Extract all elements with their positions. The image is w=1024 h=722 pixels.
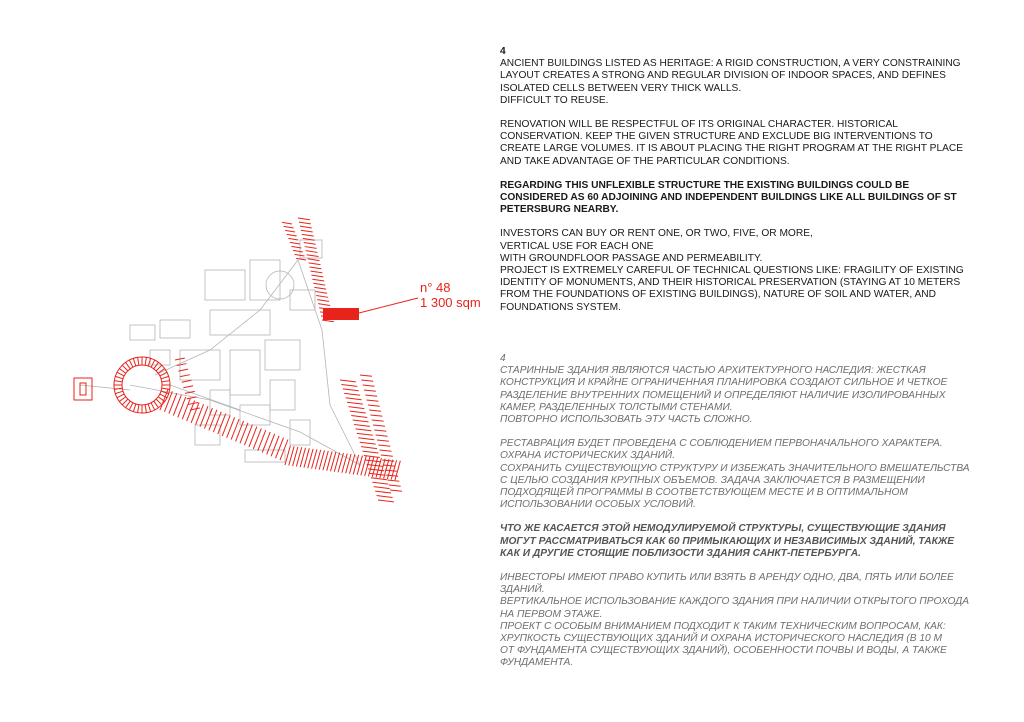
rotunda-cell [145, 405, 146, 413]
cell-wall [365, 395, 377, 396]
cell-wall [295, 254, 305, 256]
cell-wall [304, 242, 316, 244]
cell-wall [340, 380, 356, 382]
cell-wall [300, 226, 312, 228]
cell-wall [374, 487, 390, 489]
rotunda-cell [154, 362, 159, 368]
cell-wall [351, 416, 367, 418]
cell-wall [341, 384, 357, 386]
cell-wall [312, 279, 324, 281]
cell-wall [318, 304, 330, 306]
cell-wall [376, 435, 388, 436]
cell-wall [302, 234, 314, 236]
rotunda-cell [162, 381, 170, 382]
building-number-label [420, 280, 481, 310]
text-line: НА ПЕРВОМ ЭТАЖЕ. [500, 608, 603, 620]
rotunda-cell [129, 403, 133, 410]
cell-wall [350, 411, 366, 413]
context-buildings [80, 240, 360, 465]
text-line: AND TAKE ADVANTAGE OF THE PARTICULAR CONDITIONS. [500, 155, 790, 167]
cell-wall [378, 500, 394, 502]
cell-wall [353, 420, 369, 422]
rotunda-cell [114, 381, 122, 382]
cell-wall [306, 251, 318, 253]
leader-line [359, 298, 418, 313]
rotunda-cell [148, 404, 150, 412]
cell-wall [311, 275, 323, 277]
cell-wall [377, 496, 393, 498]
site-plan [60, 200, 500, 530]
cell-wall [380, 450, 392, 451]
text-line: МОГУТ РАССМАТРИВАТЬСЯ КАК 60 ПРИМЫКАЮЩИХ И НЕЗАВИСИМЫХ ЗДАНИЙ, ТАКЖЕ [500, 535, 955, 547]
cell-wall [389, 485, 401, 486]
text-line: WITH GROUNDFLOOR PASSAGE AND PERMEABILITY. [500, 252, 763, 264]
text-line: ISOLATED CELLS BETWEEN VERY THICK WALLS. [500, 82, 742, 94]
cell-wall [371, 478, 387, 480]
text-line: ПРОЕКТ С ОСОБЫМ ВНИМАНИЕМ ПОДХОДИТ К ТАКИМ ТЕХНИЧЕСКИМ ВОПРОСАМ, КАК: [500, 620, 946, 632]
rotunda-cell [156, 399, 162, 405]
rotunda-cell [119, 369, 125, 374]
text-line: ВЕРТИКАЛЬНОЕ ИСПОЛЬЗОВАНИЕ КАЖДОГО ЗДАНИЯ ПРИ НАЛИЧИИ ОТКРЫТОГО ПРОХОДА [500, 596, 970, 608]
section-number-ru: 4 [500, 353, 506, 364]
cell-wall [346, 398, 362, 400]
rotunda-cell [122, 365, 128, 371]
cell-wall [314, 287, 326, 289]
cell-wall [317, 300, 329, 302]
cell-wall [347, 402, 363, 404]
text-line: IDENTITY OF MONUMENTS, AND THEIR HISTORICAL PRESERVATION (STAYING AT 10 METERS [500, 277, 961, 289]
paragraph-investors [500, 228, 980, 313]
cell-wall [287, 234, 297, 236]
text-line: СОХРАНИТЬ СУЩЕСТВУЮЩУЮ СТРУКТУРУ И ИЗБЕЖАТЬ ЗНАЧИТЕЛЬНОГО ВМЕШАТЕЛЬСТВА [500, 462, 970, 474]
rotunda-cell [117, 394, 124, 398]
text-line: RENOVATION WILL BE RESPECTFUL OF ITS ORIGINAL CHARACTER. HISTORICAL [500, 119, 898, 131]
context-building [270, 380, 295, 410]
text-line: CONSIDERED AS 60 ADJOINING AND INDEPENDENT BUILDINGS LIKE ALL BUILDINGS OF ST [500, 192, 957, 204]
rotunda-cell [133, 404, 135, 412]
rotunda-cell [126, 401, 131, 407]
text-line: ПОВТОРНО ИСПОЛЬЗОВАТЬ ЭТУ ЧАСТЬ СЛОЖНО. [500, 414, 753, 426]
cell-wall [307, 255, 319, 257]
cell-wall [183, 386, 193, 388]
cell-wall [354, 424, 370, 426]
cell-wall [296, 258, 306, 260]
paragraph-renovation-ru [500, 438, 980, 511]
paragraph-structure [500, 180, 980, 217]
text-line: КАМЕР, РАЗДЕЛЕННЫХ ТОЛСТЫМИ СТЕНАМИ. [500, 401, 733, 413]
cell-wall [363, 385, 375, 386]
context-building [130, 325, 155, 340]
context-building [290, 290, 315, 310]
text-line: ПОДХОДЯЩЕЙ ПРОГРАММЫ В СООТВЕТСТВУЮЩЕМ МЕСТЕ И В ОПТИМАЛЬНОМ [500, 487, 908, 499]
context-building [265, 340, 300, 370]
text-line: КАК И ДРУГИЕ СТОЯЩИЕ ПОБЛИЗОСТИ ЗДАНИЯ САНКТ-ПЕТЕРБУРГА. [500, 547, 861, 559]
cell-wall [180, 375, 190, 377]
rotunda-cell [129, 360, 133, 367]
context-building [205, 270, 245, 300]
text-line: РАЗДЕЛЕНИЕ ВНУТРЕННИХ ПОМЕЩЕНИЙ И ОПРЕДЕЛЯЮТ НАЛИЧИЕ ИЗОЛИРОВАННЫХ [500, 389, 946, 401]
cell-wall [363, 451, 379, 453]
context-building [160, 320, 190, 338]
cell-wall [358, 438, 374, 440]
paragraph-structure-ru [500, 523, 980, 560]
building-number: n° 48 [420, 280, 451, 295]
context-building [250, 260, 280, 300]
text-line: CREATE LARGE VOLUMES. IT IS ABOUT PLACING THE RIGHT PROGRAM AT THE RIGHT PLACE [500, 143, 964, 155]
context-building [195, 425, 220, 445]
rotunda-cell [122, 399, 128, 405]
cell-wall [367, 400, 379, 401]
cell-wall [370, 415, 382, 416]
cell-wall [290, 242, 300, 244]
paragraph-heritage-ru [500, 365, 980, 426]
cell-wall [383, 465, 395, 466]
cell-wall [378, 445, 390, 446]
rotunda-cell [117, 372, 124, 376]
rotunda-cell [162, 388, 170, 389]
cell-wall [360, 442, 376, 444]
text-line: VERTICAL USE FOR EACH ONE [500, 240, 654, 252]
rotunda-cell [119, 397, 125, 402]
text-line: LAYOUT CREATES A STRONG AND REGULAR DIVISION OF INDOOR SPACES, AND DEFINES [500, 70, 946, 82]
rotunda-cell [158, 397, 164, 402]
cell-wall [367, 464, 383, 466]
rotunda-cell [126, 362, 131, 368]
rotunda-cell [138, 357, 139, 365]
rotunda-cell [115, 376, 123, 378]
paragraph-heritage [500, 58, 980, 107]
cell-wall [390, 490, 402, 491]
context-building [230, 350, 260, 395]
text-line: FOUNDATIONS SYSTEM. [500, 301, 621, 313]
text-line: FROM THE FOUNDATIONS OF EXISTING BUILDINGS), NATURE OF SOIL AND WATER, AND [500, 289, 937, 301]
cell-wall [343, 389, 359, 391]
cell-wall [344, 393, 360, 395]
cell-wall [310, 267, 322, 269]
paragraph-investors-ru [500, 572, 980, 670]
cell-wall [372, 420, 384, 421]
highlighted-building-48 [323, 308, 359, 320]
cell-wall [299, 222, 311, 224]
text-line: СТАРИННЫЕ ЗДАНИЯ ЯВЛЯЮТСЯ ЧАСТЬЮ АРХИТЕКТУРНОГО НАСЛЕДИЯ: ЖЕСТКАЯ [500, 365, 926, 377]
russian-text-block [500, 353, 980, 682]
cell-wall [348, 407, 364, 409]
cell-wall [282, 222, 292, 224]
text-line: ОХРАНА ИСТОРИЧЕСКИХ ЗДАНИЙ. [500, 450, 676, 462]
text-line: ИНВЕСТОРЫ ИМЕЮТ ПРАВО КУПИТЬ ИЛИ ВЗЯТЬ В АРЕНДУ ОДНО, ДВА, ПЯТЬ ИЛИ БОЛЕЕ [500, 572, 954, 584]
cell-wall [322, 320, 334, 322]
rotunda-cell [154, 401, 159, 407]
text-line: DIFFICULT TO REUSE. [500, 94, 609, 106]
text-line: ФУНДАМЕНТА. [500, 657, 574, 669]
text-line: ОТ ФУНДАМЕНТА СУЩЕСТВУЮЩИХ ЗДАНИЙ), ОСОБЕННОСТИ ПОЧВЫ И ВОДЫ, А ТАКЖЕ [500, 645, 947, 657]
context-building [240, 405, 270, 425]
cell-wall [360, 375, 372, 376]
text-line: CONSERVATION. KEEP THE GIVEN STRUCTURE AND EXCLUDE BIG INTERVENTIONS TO [500, 131, 933, 143]
rotunda-cell [138, 405, 139, 413]
small-red-building [74, 378, 92, 400]
cell-wall [387, 480, 399, 481]
building-area: 1 300 sqm [420, 295, 481, 310]
cell-wall [375, 491, 391, 493]
cell-wall [369, 410, 381, 411]
rotunda-cell [160, 372, 167, 376]
cell-wall [182, 380, 192, 382]
cell-wall [316, 296, 328, 298]
paragraph-renovation [500, 119, 980, 168]
text-line: PROJECT IS EXTREMELY CAREFUL OF TECHNICAL QUESTIONS LIKE: FRAGILITY OF EXISTING [500, 265, 964, 277]
rotunda-cell [151, 403, 155, 410]
cell-wall [364, 390, 376, 391]
cell-wall [298, 218, 310, 220]
cell-wall [284, 226, 294, 228]
text-line: РЕСТАВРАЦИЯ БУДЕТ ПРОВЕДЕНА С СОБЛЮДЕНИЕМ ПЕРВОНАЧАЛЬНОГО ХАРАКТЕРА. [500, 438, 943, 450]
heritage-cells [74, 218, 402, 502]
english-text-block [500, 46, 980, 326]
text-line: С ЦЕЛЬЮ СОЗДАНИЯ КРУПНЫХ ОБЪЕМОВ. ЗАДАЧА ЗАКЛЮЧАЕТСЯ В РАЗМЕЩЕНИИ [500, 474, 925, 486]
rotunda-cell [161, 376, 169, 378]
section-number: 4 [500, 46, 506, 57]
rotunda-cell [115, 391, 123, 393]
cell-wall [315, 291, 327, 293]
cell-wall [381, 455, 393, 456]
cell-wall [377, 440, 389, 441]
rotunda-cell [145, 357, 146, 365]
cell-wall [372, 482, 388, 484]
rotunda-inner [122, 365, 162, 405]
cell-wall [293, 250, 303, 252]
text-line: ЧТО ЖЕ КАСАЕТСЯ ЭТОЙ НЕМОДУЛИРУЕМОЙ СТРУКТУРЫ, СУЩЕСТВУЮЩИЕ ЗДАНИЯ [500, 523, 946, 535]
cell-wall [305, 247, 317, 249]
cell-wall [313, 283, 325, 285]
context-building [245, 450, 285, 462]
cell-wall [309, 263, 321, 265]
rotunda-cell [156, 365, 162, 371]
cell-wall [374, 430, 386, 431]
cell-wall [308, 259, 320, 261]
cell-wall [288, 238, 298, 240]
cell-wall [310, 271, 322, 273]
rotunda-cell [151, 360, 155, 367]
text-line: ANCIENT BUILDINGS LISTED AS HERITAGE: A RIGID CONSTRUCTION, A VERY CONSTRAINING [500, 58, 961, 70]
context-building [210, 310, 270, 335]
text-line: ЗДАНИЙ. [500, 584, 545, 596]
context-building [290, 420, 310, 445]
rotunda-cell [133, 358, 135, 366]
text-line: PETERSBURG NEARBY. [500, 204, 619, 216]
cell-wall [361, 380, 373, 381]
cell-wall [355, 429, 371, 431]
cell-wall [385, 470, 397, 471]
cell-wall [187, 397, 197, 399]
cell-wall [285, 230, 295, 232]
cell-wall [357, 433, 373, 435]
cell-wall [301, 230, 313, 232]
cell-wall [361, 447, 377, 449]
text-line: ХРУПКОСТЬ СУЩЕСТВУЮЩИХ ЗДАНИЙ И ОХРАНА ИСТОРИЧЕСКОГО НАСЛЕДИЯ (В 10 М [500, 633, 943, 645]
text-line: INVESTORS CAN BUY OR RENT ONE, OR TWO, FIVE, OR MORE, [500, 228, 813, 240]
text-line: REGARDING THIS UNFLEXIBLE STRUCTURE THE EXISTING BUILDINGS COULD BE [500, 179, 910, 191]
cell-wall [368, 405, 380, 406]
text-line: КОНСТРУКЦИЯ И КРАЙНЕ ОГРАНИЧЕННАЯ ПЛАНИРОВКА СОЗДАЮТ СИЛЬНОЕ И ЧЕТКОЕ [500, 377, 948, 389]
text-line: ИСПОЛЬЗОВАНИИ ОСОБЫХ УСЛОВИЙ. [500, 499, 696, 511]
cell-wall [373, 425, 385, 426]
